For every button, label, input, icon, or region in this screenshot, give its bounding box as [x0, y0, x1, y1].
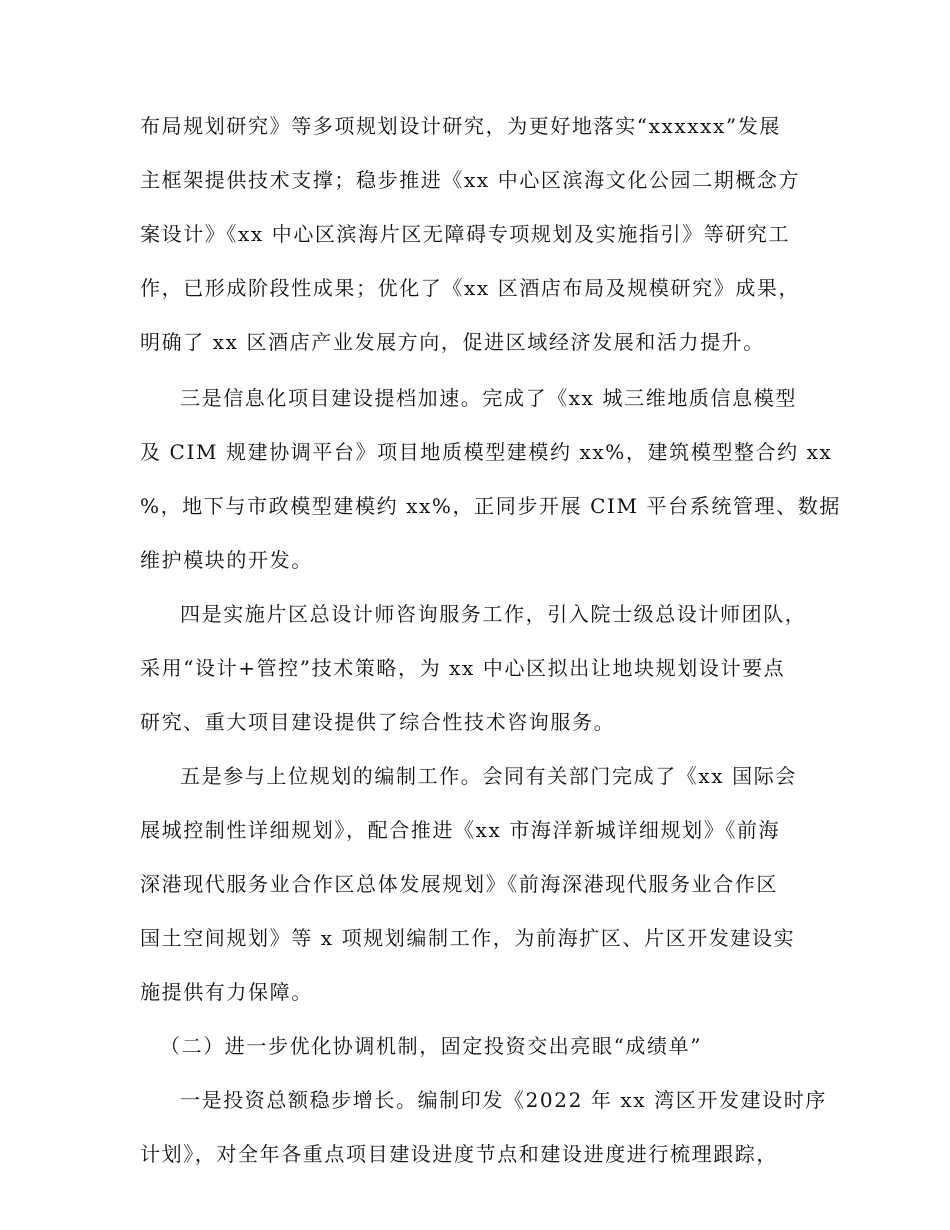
paragraph-line: 维护模块的开发。 [140, 548, 313, 572]
paragraph-line: 国土空间规划》等 x 项规划编制工作，为前海扩区、片区开发建设实 [140, 926, 796, 950]
paragraph-line: 三是信息化项目建设提档加速。完成了《xx 城三维地质信息模型 [180, 386, 797, 410]
paragraph-line: %，地下与市政模型建模约 xx%，正同步开展 CIM 平台系统管理、数据 [140, 494, 841, 518]
paragraph-line: 计划》，对全年各重点项目建设进度节点和建设进度进行梳理跟踪， [140, 1142, 778, 1166]
paragraph-line: 明确了 xx 区酒店产业发展方向，促进区域经济发展和活力提升。 [140, 330, 765, 354]
section-heading: （二）进一步优化协调机制，固定投资交出亮眼“成绩单” [160, 1034, 703, 1058]
paragraph-line: 五是参与上位规划的编制工作。会同有关部门完成了《xx 国际会 [180, 764, 797, 788]
paragraph-line: 研究、重大项目建设提供了综合性技术咨询服务。 [140, 710, 616, 734]
paragraph-line: 展城控制性详细规划》，配合推进《xx 市海洋新城详细规划》《前海 [140, 818, 781, 842]
paragraph-line: 及 CIM 规建协调平台》项目地质模型建模约 xx%，建筑模型整合约 xx [140, 440, 833, 464]
paragraph-line: 采用“设计+管控”技术策略，为 xx 中心区拟出让地块规划设计要点 [140, 656, 786, 680]
paragraph-line: 案设计》《xx 中心区滨海片区无障碍专项规划及实施指引》等研究工 [140, 222, 791, 246]
paragraph-line: 布局规划研究》等多项规划设计研究，为更好地落实“xxxxxx”发展 [140, 114, 781, 138]
paragraph-line: 施提供有力保障。 [140, 980, 313, 1004]
paragraph-line: 作，已形成阶段性成果；优化了《xx 区酒店布局及规模研究》成果， [140, 276, 801, 300]
paragraph-line: 深港现代服务业合作区总体发展规划》《前海深港现代服务业合作区 [140, 872, 778, 896]
paragraph-line: 四是实施片区总设计师咨询服务工作，引入院士级总设计师团队， [180, 602, 807, 626]
paragraph-line: 一是投资总额稳步增长。编制印发《2022 年 xx 湾区开发建设时序 [180, 1088, 827, 1112]
paragraph-line: 主框架提供技术支撑；稳步推进《xx 中心区滨海文化公园二期概念方 [140, 168, 801, 192]
